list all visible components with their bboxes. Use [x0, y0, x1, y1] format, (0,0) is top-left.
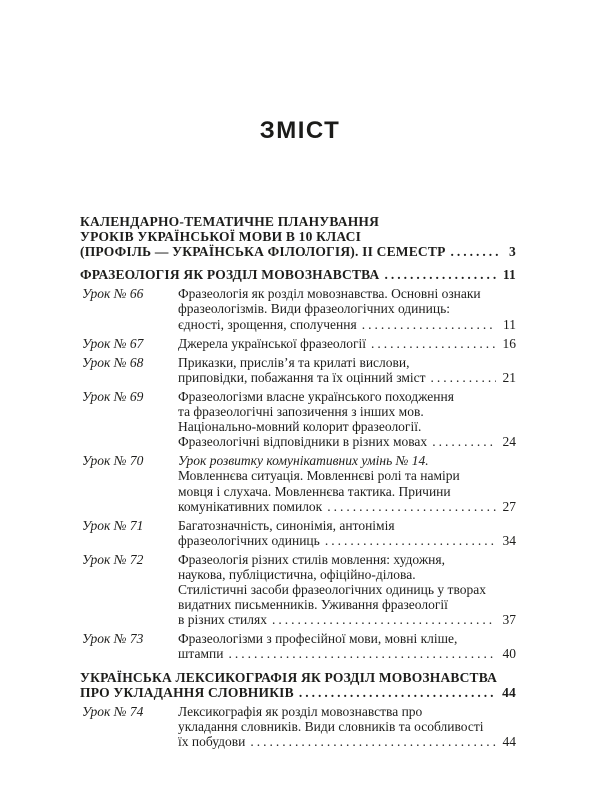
toc-line: Стилістичні засоби фразеологічних одиниць у творах — [178, 582, 486, 598]
toc-line-text: приповідки, побажання та їх оцінний зміст — [178, 369, 426, 385]
toc-line: Фразеологія як розділ мовознавства. Основні ознаки — [178, 286, 481, 302]
dot-leader — [451, 244, 503, 259]
page-number: 11 — [502, 267, 516, 283]
lesson-label: Урок № 66 — [82, 286, 144, 302]
toc-line: УРОКІВ УКРАЇНСЬКОЇ МОВИ В 10 КЛАСІ — [80, 229, 362, 245]
entry-body — [178, 552, 516, 627]
dot-leader — [371, 336, 495, 351]
page-number: 21 — [502, 369, 516, 385]
entry-body — [80, 214, 516, 259]
toc-line — [178, 734, 516, 749]
toc-line — [178, 336, 516, 351]
toc-line-text: (ПРОФІЛЬ — УКРАЇНСЬКА ФІЛОЛОГІЯ). ІІ СЕМЕСТР — [80, 244, 446, 260]
page-number: 11 — [503, 316, 516, 332]
entry-body — [178, 336, 516, 351]
toc-line-text: їх побудови — [178, 733, 246, 749]
toc-line: КАЛЕНДАРНО-ТЕМАТИЧНЕ ПЛАНУВАННЯ — [80, 214, 380, 229]
lesson-label: Урок № 72 — [82, 551, 144, 567]
toc-line: Лексикографія як розділ мовознавства про — [178, 703, 423, 719]
toc-line: наукова, публіцистична, офіційно-ділова. — [178, 566, 416, 582]
page-number: 24 — [502, 434, 516, 450]
dot-leader — [327, 499, 495, 514]
toc-line: Фразеологія різних стилів мовлення: художня, — [178, 551, 445, 567]
toc-line — [178, 370, 516, 385]
toc-entry — [80, 453, 516, 513]
toc-entry — [80, 355, 516, 385]
toc-line-text: в різних стилях — [178, 612, 267, 628]
toc-line: УКРАЇНСЬКА ЛЕКСИКОГРАФІЯ ЯК РОЗДІЛ МОВОЗНАВСТВА — [80, 669, 498, 685]
toc-line: фразеологізмів. Види фразеологічних одиниць: — [178, 301, 450, 317]
toc-line — [178, 646, 516, 661]
dot-leader — [384, 267, 495, 282]
page-number: 34 — [502, 532, 516, 548]
toc-line — [80, 685, 516, 700]
toc-line: Національно-мовний колорит фразеології. — [178, 419, 422, 435]
page-number: 16 — [502, 335, 516, 351]
toc-entry — [80, 336, 516, 351]
toc-line: Фразеологізми з професійної мови, мовні кліше, — [178, 631, 458, 647]
toc-line — [178, 533, 516, 548]
dot-leader — [250, 734, 495, 749]
toc-entry — [80, 670, 516, 700]
entry-body — [178, 286, 516, 331]
lesson-label: Урок № 68 — [82, 354, 144, 370]
page-number: 40 — [502, 646, 516, 662]
toc-line: укладання словників. Види словників та особливості — [178, 718, 484, 734]
entry-body — [178, 704, 516, 749]
lesson-label: Урок № 73 — [82, 631, 144, 647]
entry-body — [178, 389, 516, 449]
entry-body — [178, 518, 516, 548]
lesson-label: Урок № 71 — [82, 517, 144, 533]
toc-line: видатних письменників. Уживання фразеології — [178, 597, 448, 613]
toc-line: Урок розвитку комунікативних умінь № 14. — [178, 453, 429, 469]
entry-body — [80, 267, 516, 282]
toc-line-text: єдності, зрощення, сполучення — [178, 316, 357, 332]
lesson-label: Урок № 70 — [82, 453, 144, 469]
lesson-label: Урок № 67 — [82, 335, 144, 351]
toc-line: Фразеологізми власне українського походження — [178, 388, 454, 404]
toc-list — [80, 214, 516, 749]
entry-body — [178, 355, 516, 385]
toc-entry — [80, 389, 516, 449]
entry-body — [178, 453, 516, 513]
toc-line-text: ПРО УКЛАДАННЯ СЛОВНИКІВ — [80, 684, 294, 700]
toc-line: мовця і слухача. Мовленнєва тактика. Причини — [178, 483, 451, 499]
page-number: 3 — [509, 244, 516, 260]
toc-line — [178, 434, 516, 449]
toc-line-text: фразеологічних одиниць — [178, 532, 320, 548]
toc-line: Мовленнєва ситуація. Мовленнєві ролі та наміри — [178, 468, 460, 484]
page-number: 37 — [502, 612, 516, 628]
lesson-label: Урок № 69 — [82, 388, 144, 404]
lesson-label: Урок № 74 — [82, 703, 144, 719]
toc-line-text: ФРАЗЕОЛОГІЯ ЯК РОЗДІЛ МОВОЗНАВСТВА — [80, 267, 380, 283]
dot-leader — [228, 646, 495, 661]
page-number: 27 — [502, 498, 516, 514]
toc-entry — [80, 214, 516, 259]
dot-leader — [299, 685, 495, 700]
toc-line: та фразеологічні запозичення з інших мов. — [178, 404, 424, 420]
toc-line — [80, 267, 516, 282]
dot-leader — [325, 533, 496, 548]
toc-entry — [80, 518, 516, 548]
toc-line: Приказки, прислів’я та крилаті вислови, — [178, 354, 410, 370]
toc-line — [178, 499, 516, 514]
toc-entry — [80, 704, 516, 749]
toc-line: Багатозначність, синонімія, антонімія — [178, 517, 395, 533]
dot-leader — [431, 370, 496, 385]
toc-line-text: Фразеологічні відповідники в різних мовах — [178, 434, 428, 450]
toc-line — [80, 244, 516, 259]
toc-line-text: штампи — [178, 646, 224, 662]
toc-entry — [80, 286, 516, 331]
dot-leader — [362, 317, 496, 332]
page-number: 44 — [502, 684, 516, 700]
page-number: 44 — [502, 733, 516, 749]
toc-entry — [80, 631, 516, 661]
page-title: ЗМІСТ — [259, 117, 341, 144]
toc-entry — [80, 267, 516, 282]
dot-leader — [272, 612, 496, 627]
entry-body — [178, 631, 516, 661]
toc-entry — [80, 552, 516, 627]
entry-body — [80, 670, 516, 700]
toc-line — [178, 317, 516, 332]
dot-leader — [432, 434, 495, 449]
toc-line-text: комунікативних помилок — [178, 498, 323, 514]
toc-line — [178, 612, 516, 627]
toc-line-text: Джерела української фразеології — [178, 335, 367, 351]
